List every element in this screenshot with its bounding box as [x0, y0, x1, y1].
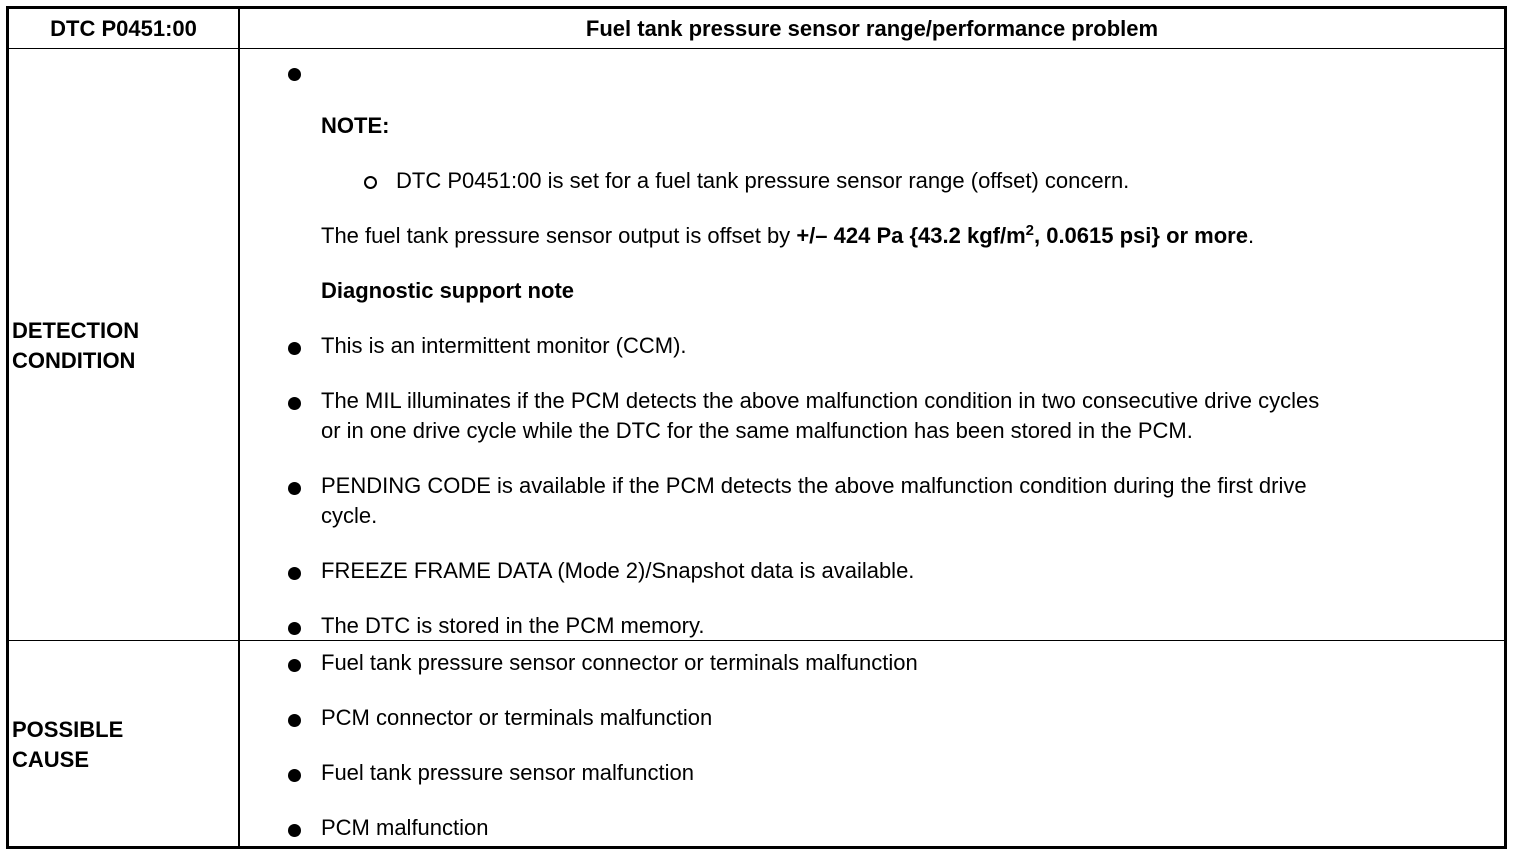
offset-value-b: , 0.0615 psi} or more	[1033, 223, 1248, 248]
detection-label-line2: CONDITION	[12, 348, 136, 373]
offset-value	[796, 223, 1248, 248]
detection-item-continued: or in one drive cycle while the DTC for the same malfunction has been stored in the PCM.	[321, 418, 1193, 443]
possible-cause-label-line1: POSSIBLE	[12, 717, 124, 742]
bullet-icon	[288, 769, 301, 782]
bullet-icon	[288, 397, 301, 410]
support-note-heading: Diagnostic support note	[321, 278, 574, 303]
bullet-icon	[288, 714, 301, 727]
note-heading: NOTE:	[321, 113, 390, 138]
possible-cause-cell	[240, 641, 1504, 846]
offset-value-a: +/– 424 Pa {43.2 kgf/m	[796, 223, 1026, 248]
detection-item: FREEZE FRAME DATA (Mode 2)/Snapshot data is available.	[321, 558, 915, 583]
offset-statement	[321, 221, 1254, 251]
cause-item: Fuel tank pressure sensor connector or terminals malfunction	[321, 650, 918, 675]
offset-text-prefix: The fuel tank pressure sensor output is offset by	[321, 223, 791, 248]
detection-condition-cell	[240, 49, 1504, 640]
dtc-table	[6, 6, 1507, 849]
cause-item: PCM malfunction	[321, 815, 489, 840]
offset-text-suffix: .	[1247, 223, 1255, 248]
cause-item: Fuel tank pressure sensor malfunction	[321, 760, 694, 785]
detection-item-continued: cycle.	[321, 503, 378, 528]
detection-item: The MIL illuminates if the PCM detects the above malfunction condition in two consecutive drive cycles	[321, 388, 1320, 413]
bullet-icon	[288, 659, 301, 672]
bullet-icon	[288, 68, 301, 81]
dtc-code-header: DTC P0451:00	[50, 15, 197, 41]
bullet-icon	[288, 482, 301, 495]
detection-item: The DTC is stored in the PCM memory.	[321, 613, 705, 638]
bullet-icon	[288, 622, 301, 635]
cause-item: PCM connector or terminals malfunction	[321, 705, 713, 730]
bullet-icon	[288, 342, 301, 355]
detection-label-line1: DETECTION	[12, 318, 140, 343]
bullet-icon	[288, 824, 301, 837]
offset-value-sup: 2	[1025, 222, 1034, 239]
bullet-icon	[288, 567, 301, 580]
detection-item: PENDING CODE is available if the PCM detects the above malfunction condition during the first drive	[321, 473, 1307, 498]
possible-cause-label-line2: CAUSE	[12, 747, 90, 772]
note-item: DTC P0451:00 is set for a fuel tank pressure sensor range (offset) concern.	[396, 168, 1130, 193]
circle-bullet-icon	[364, 176, 377, 189]
detection-condition-label	[12, 316, 139, 376]
possible-cause-label	[12, 715, 123, 775]
detection-item: This is an intermittent monitor (CCM).	[321, 333, 687, 358]
dtc-description-header: Fuel tank pressure sensor range/performance problem	[585, 15, 1159, 41]
